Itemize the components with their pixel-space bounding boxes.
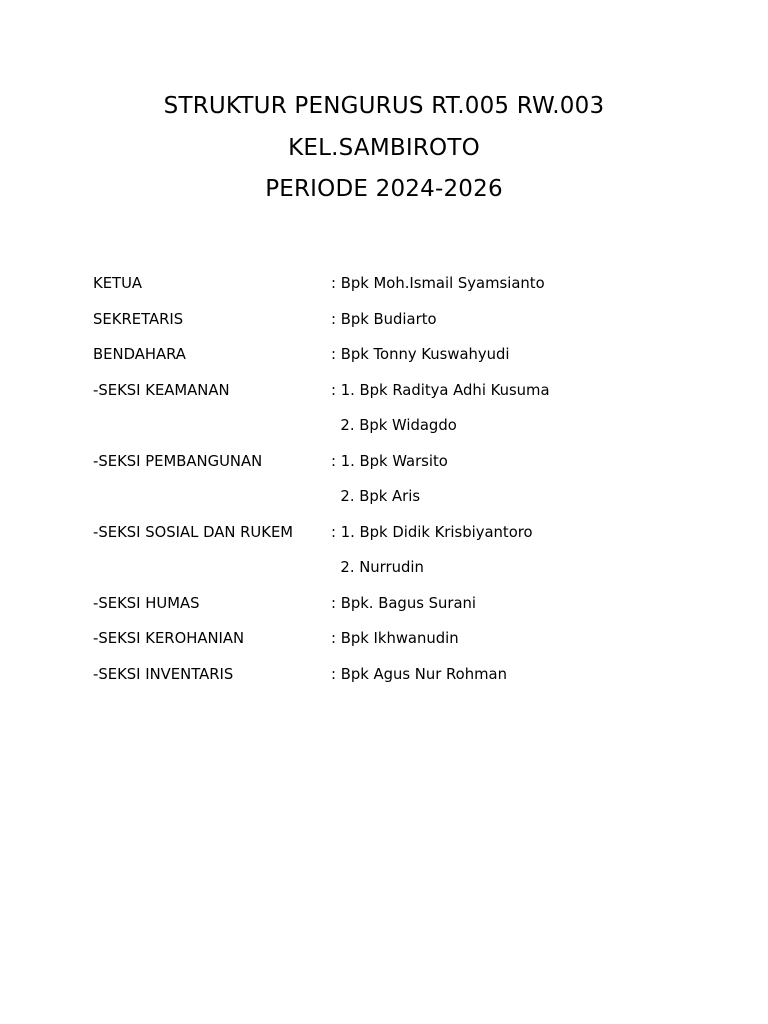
role-label: -SEKSI SOSIAL DAN RUKEM bbox=[93, 523, 294, 541]
role-label: SEKRETARIS bbox=[93, 310, 184, 328]
member-name: : Bpk. Bagus Surani bbox=[331, 594, 477, 612]
member-name: : 1. Bpk Warsito bbox=[331, 452, 448, 470]
role-label: -SEKSI KEAMANAN bbox=[93, 381, 230, 399]
roster-row-seksi-sosial-rukem bbox=[93, 523, 713, 559]
roster-row-seksi-keamanan bbox=[93, 381, 713, 417]
member-name: : Bpk Agus Nur Rohman bbox=[331, 665, 507, 683]
member-name: 2. Nurrudin bbox=[331, 559, 424, 576]
member-name: 2. Bpk Widagdo bbox=[331, 417, 457, 434]
roster-row-seksi-sosial-rukem-2 bbox=[93, 558, 713, 594]
committee-roster bbox=[93, 274, 713, 700]
role-label: -SEKSI KEROHANIAN bbox=[93, 630, 245, 647]
member-name: : Bpk Tonny Kuswahyudi bbox=[331, 346, 510, 363]
member-name: : Bpk Moh.Ismail Syamsianto bbox=[331, 275, 545, 292]
roster-row-sekretaris bbox=[93, 310, 713, 346]
title-organization: STRUKTUR PENGURUS RT.005 RW.003 bbox=[163, 93, 605, 119]
roster-row-seksi-humas bbox=[93, 594, 713, 630]
role-label: -SEKSI INVENTARIS bbox=[93, 665, 234, 683]
roster-row-seksi-pembangunan-2 bbox=[93, 487, 713, 523]
roster-row-seksi-inventaris bbox=[93, 665, 713, 701]
roster-row-bendahara bbox=[93, 345, 713, 381]
document-title bbox=[0, 86, 768, 211]
role-label: -SEKSI PEMBANGUNAN bbox=[93, 452, 263, 470]
member-name: : Bpk Budiarto bbox=[331, 310, 437, 328]
role-label: -SEKSI HUMAS bbox=[93, 594, 200, 612]
role-label: KETUA bbox=[93, 275, 143, 292]
title-village: KEL.SAMBIROTO bbox=[288, 134, 480, 161]
member-name: : 1. Bpk Didik Krisbiyantoro bbox=[331, 523, 533, 541]
roster-row-ketua bbox=[93, 274, 713, 310]
title-period: PERIODE 2024-2026 bbox=[265, 176, 503, 202]
roster-row-seksi-pembangunan bbox=[93, 452, 713, 488]
roster-row-seksi-kerohanian bbox=[93, 629, 713, 665]
role-label: BENDAHARA bbox=[93, 346, 186, 363]
member-name: 2. Bpk Aris bbox=[331, 488, 421, 505]
roster-row-seksi-keamanan-2 bbox=[93, 416, 713, 452]
member-name: : 1. Bpk Raditya Adhi Kusuma bbox=[331, 381, 550, 399]
member-name: : Bpk Ikhwanudin bbox=[331, 630, 459, 647]
